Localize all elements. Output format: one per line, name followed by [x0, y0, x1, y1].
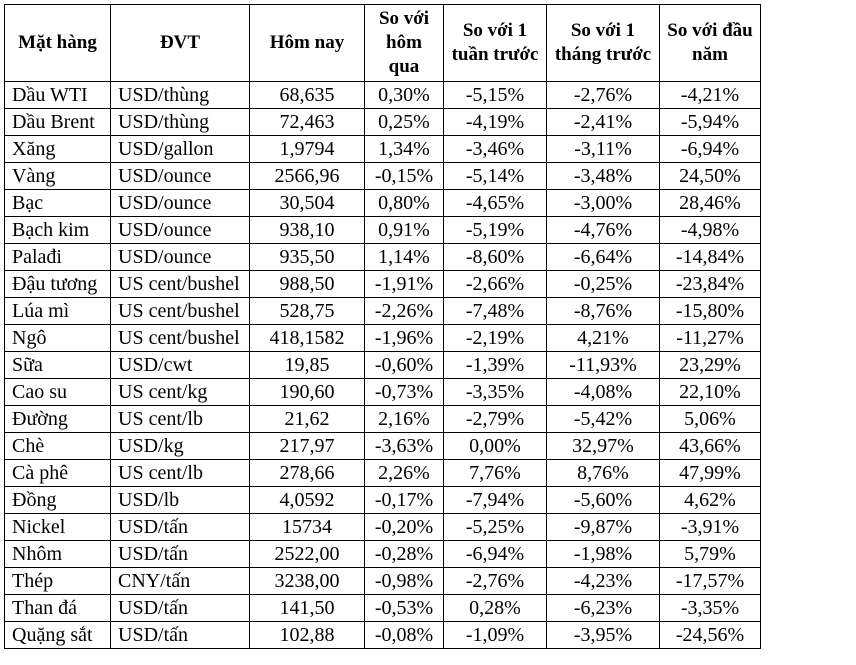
change-vs-last-week: 0,00%	[444, 433, 547, 460]
header-vs-year-start: So với đầu năm	[660, 5, 761, 82]
today-price: 988,50	[250, 271, 365, 298]
change-vs-yesterday: 1,34%	[365, 136, 444, 163]
change-vs-yesterday: 0,80%	[365, 190, 444, 217]
change-vs-last-month: -5,60%	[547, 487, 660, 514]
commodity-name: Palađi	[5, 244, 111, 271]
change-vs-year-start: -4,98%	[660, 217, 761, 244]
today-price: 141,50	[250, 595, 365, 622]
change-vs-yesterday: 2,26%	[365, 460, 444, 487]
unit: US cent/bushel	[111, 325, 250, 352]
change-vs-year-start: -3,91%	[660, 514, 761, 541]
unit: USD/gallon	[111, 136, 250, 163]
table-body	[5, 82, 761, 649]
change-vs-last-week: -7,48%	[444, 298, 547, 325]
change-vs-last-week: -2,76%	[444, 568, 547, 595]
commodity-name: Dầu WTI	[5, 82, 111, 109]
change-vs-last-month: -5,42%	[547, 406, 660, 433]
change-vs-year-start: -14,84%	[660, 244, 761, 271]
today-price: 418,1582	[250, 325, 365, 352]
today-price: 278,66	[250, 460, 365, 487]
change-vs-year-start: 47,99%	[660, 460, 761, 487]
unit: USD/tấn	[111, 595, 250, 622]
change-vs-year-start: -4,21%	[660, 82, 761, 109]
change-vs-year-start: 5,79%	[660, 541, 761, 568]
today-price: 190,60	[250, 379, 365, 406]
change-vs-yesterday: -1,96%	[365, 325, 444, 352]
today-price: 4,0592	[250, 487, 365, 514]
change-vs-last-week: -4,65%	[444, 190, 547, 217]
table-row	[5, 352, 761, 379]
change-vs-last-month: -0,25%	[547, 271, 660, 298]
table-row	[5, 298, 761, 325]
change-vs-yesterday: 0,25%	[365, 109, 444, 136]
header-today: Hôm nay	[250, 5, 365, 82]
table-row	[5, 244, 761, 271]
today-price: 938,10	[250, 217, 365, 244]
change-vs-last-month: -1,98%	[547, 541, 660, 568]
change-vs-last-month: -3,95%	[547, 622, 660, 649]
header-commodity: Mặt hàng	[5, 5, 111, 82]
today-price: 1,9794	[250, 136, 365, 163]
commodity-name: Chè	[5, 433, 111, 460]
today-price: 102,88	[250, 622, 365, 649]
change-vs-last-month: -8,76%	[547, 298, 660, 325]
table-row	[5, 487, 761, 514]
table-header	[5, 5, 761, 82]
today-price: 217,97	[250, 433, 365, 460]
change-vs-last-month: 32,97%	[547, 433, 660, 460]
today-price: 30,504	[250, 190, 365, 217]
today-price: 19,85	[250, 352, 365, 379]
change-vs-last-month: -11,93%	[547, 352, 660, 379]
today-price: 72,463	[250, 109, 365, 136]
change-vs-year-start: 24,50%	[660, 163, 761, 190]
change-vs-year-start: -17,57%	[660, 568, 761, 595]
change-vs-year-start: 22,10%	[660, 379, 761, 406]
commodity-name: Ngô	[5, 325, 111, 352]
change-vs-yesterday: -0,17%	[365, 487, 444, 514]
change-vs-last-week: -2,79%	[444, 406, 547, 433]
change-vs-yesterday: 2,16%	[365, 406, 444, 433]
commodity-name: Dầu Brent	[5, 109, 111, 136]
change-vs-year-start: 5,06%	[660, 406, 761, 433]
unit: USD/lb	[111, 487, 250, 514]
change-vs-last-month: 8,76%	[547, 460, 660, 487]
today-price: 21,62	[250, 406, 365, 433]
unit: USD/tấn	[111, 514, 250, 541]
table-row	[5, 379, 761, 406]
change-vs-yesterday: -3,63%	[365, 433, 444, 460]
change-vs-yesterday: -0,98%	[365, 568, 444, 595]
change-vs-year-start: -5,94%	[660, 109, 761, 136]
commodity-name: Than đá	[5, 595, 111, 622]
header-vs-yesterday: So với hôm qua	[365, 5, 444, 82]
header-vs-last-month: So với 1 tháng trước	[547, 5, 660, 82]
unit: US cent/bushel	[111, 271, 250, 298]
unit: USD/ounce	[111, 244, 250, 271]
change-vs-last-week: -1,39%	[444, 352, 547, 379]
today-price: 2522,00	[250, 541, 365, 568]
today-price: 15734	[250, 514, 365, 541]
change-vs-yesterday: -0,73%	[365, 379, 444, 406]
unit: US cent/bushel	[111, 298, 250, 325]
commodity-name: Sữa	[5, 352, 111, 379]
unit: US cent/kg	[111, 379, 250, 406]
change-vs-year-start: 28,46%	[660, 190, 761, 217]
commodity-name: Thép	[5, 568, 111, 595]
change-vs-last-week: -5,19%	[444, 217, 547, 244]
unit: USD/ounce	[111, 217, 250, 244]
table-row	[5, 433, 761, 460]
commodity-name: Bạc	[5, 190, 111, 217]
table-row	[5, 190, 761, 217]
commodity-name: Vàng	[5, 163, 111, 190]
header-row	[5, 5, 761, 82]
table-row	[5, 82, 761, 109]
change-vs-yesterday: 1,14%	[365, 244, 444, 271]
change-vs-last-week: -5,25%	[444, 514, 547, 541]
change-vs-last-month: -4,08%	[547, 379, 660, 406]
commodity-name: Nhôm	[5, 541, 111, 568]
commodity-name: Bạch kim	[5, 217, 111, 244]
unit: USD/kg	[111, 433, 250, 460]
today-price: 3238,00	[250, 568, 365, 595]
unit: USD/tấn	[111, 541, 250, 568]
table-row	[5, 217, 761, 244]
change-vs-yesterday: -0,20%	[365, 514, 444, 541]
header-unit: ĐVT	[111, 5, 250, 82]
unit: US cent/lb	[111, 460, 250, 487]
change-vs-yesterday: -0,53%	[365, 595, 444, 622]
table-row	[5, 622, 761, 649]
change-vs-yesterday: 0,91%	[365, 217, 444, 244]
today-price: 935,50	[250, 244, 365, 271]
change-vs-last-week: -2,66%	[444, 271, 547, 298]
commodity-name: Đậu tương	[5, 271, 111, 298]
today-price: 528,75	[250, 298, 365, 325]
change-vs-last-week: -4,19%	[444, 109, 547, 136]
change-vs-yesterday: -0,08%	[365, 622, 444, 649]
commodity-name: Xăng	[5, 136, 111, 163]
commodity-name: Lúa mì	[5, 298, 111, 325]
commodity-name: Đồng	[5, 487, 111, 514]
change-vs-last-week: -3,46%	[444, 136, 547, 163]
change-vs-last-week: -1,09%	[444, 622, 547, 649]
commodity-name: Cao su	[5, 379, 111, 406]
table-row	[5, 514, 761, 541]
commodity-name: Quặng sắt	[5, 622, 111, 649]
table-row	[5, 136, 761, 163]
change-vs-year-start: 23,29%	[660, 352, 761, 379]
today-price: 2566,96	[250, 163, 365, 190]
commodity-name: Cà phê	[5, 460, 111, 487]
table-row	[5, 271, 761, 298]
change-vs-last-week: -2,19%	[444, 325, 547, 352]
change-vs-last-week: -7,94%	[444, 487, 547, 514]
change-vs-yesterday: -0,28%	[365, 541, 444, 568]
today-price: 68,635	[250, 82, 365, 109]
change-vs-last-week: 7,76%	[444, 460, 547, 487]
change-vs-year-start: -6,94%	[660, 136, 761, 163]
change-vs-year-start: -24,56%	[660, 622, 761, 649]
change-vs-yesterday: 0,30%	[365, 82, 444, 109]
change-vs-last-month: 4,21%	[547, 325, 660, 352]
change-vs-last-month: -9,87%	[547, 514, 660, 541]
table-row	[5, 568, 761, 595]
table-row	[5, 325, 761, 352]
change-vs-yesterday: -2,26%	[365, 298, 444, 325]
change-vs-year-start: -3,35%	[660, 595, 761, 622]
change-vs-year-start: -15,80%	[660, 298, 761, 325]
table-row	[5, 541, 761, 568]
commodity-name: Đường	[5, 406, 111, 433]
commodity-price-table	[4, 4, 761, 649]
commodity-name: Nickel	[5, 514, 111, 541]
commodity-price-table-container	[4, 4, 761, 649]
change-vs-last-week: -8,60%	[444, 244, 547, 271]
change-vs-year-start: -23,84%	[660, 271, 761, 298]
change-vs-last-week: -3,35%	[444, 379, 547, 406]
unit: USD/tấn	[111, 622, 250, 649]
change-vs-yesterday: -0,15%	[365, 163, 444, 190]
header-vs-last-week: So với 1 tuần trước	[444, 5, 547, 82]
change-vs-last-month: -3,48%	[547, 163, 660, 190]
table-row	[5, 163, 761, 190]
unit: CNY/tấn	[111, 568, 250, 595]
table-row	[5, 109, 761, 136]
change-vs-year-start: 4,62%	[660, 487, 761, 514]
unit: US cent/lb	[111, 406, 250, 433]
table-row	[5, 595, 761, 622]
change-vs-last-week: -5,15%	[444, 82, 547, 109]
change-vs-year-start: 43,66%	[660, 433, 761, 460]
change-vs-last-month: -6,64%	[547, 244, 660, 271]
change-vs-last-week: 0,28%	[444, 595, 547, 622]
change-vs-last-month: -4,76%	[547, 217, 660, 244]
table-row	[5, 460, 761, 487]
change-vs-last-month: -6,23%	[547, 595, 660, 622]
unit: USD/ounce	[111, 190, 250, 217]
change-vs-last-month: -4,23%	[547, 568, 660, 595]
unit: USD/thùng	[111, 82, 250, 109]
change-vs-year-start: -11,27%	[660, 325, 761, 352]
change-vs-yesterday: -1,91%	[365, 271, 444, 298]
unit: USD/cwt	[111, 352, 250, 379]
change-vs-last-month: -3,11%	[547, 136, 660, 163]
change-vs-last-month: -2,76%	[547, 82, 660, 109]
unit: USD/ounce	[111, 163, 250, 190]
change-vs-last-week: -5,14%	[444, 163, 547, 190]
unit: USD/thùng	[111, 109, 250, 136]
table-row	[5, 406, 761, 433]
change-vs-last-week: -6,94%	[444, 541, 547, 568]
change-vs-yesterday: -0,60%	[365, 352, 444, 379]
change-vs-last-month: -3,00%	[547, 190, 660, 217]
change-vs-last-month: -2,41%	[547, 109, 660, 136]
